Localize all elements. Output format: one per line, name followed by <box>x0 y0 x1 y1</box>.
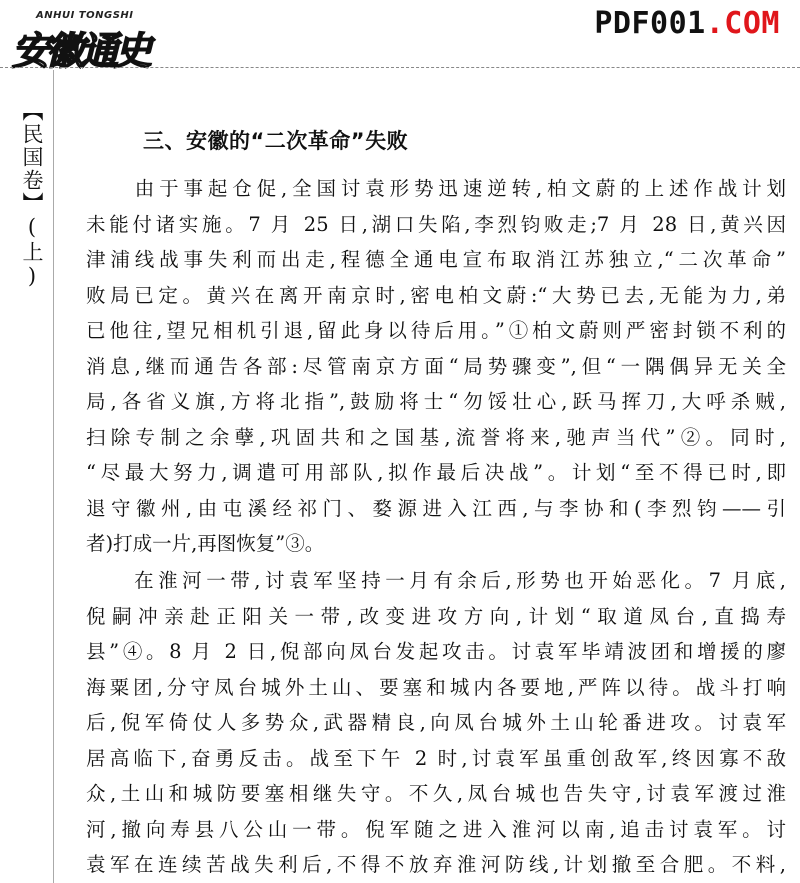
text-line: 海粟团,分守凤台城外土山、要塞和城内各要地,严阵以待。战斗打响 <box>86 675 786 699</box>
volume-tab: 【民国卷】(上) <box>20 100 44 290</box>
watermark-domain: .COM <box>705 6 780 41</box>
text-line: 局,各省义旗,方将北指”,鼓励将士“勿馁壮心,跃马挥刀,大呼杀贼, <box>86 390 786 413</box>
text-line: 在淮河一带,讨袁军坚持一月有余后,形势也开始恶化。7 月底, <box>86 569 786 592</box>
text-line: 由于事起仓促,全国讨袁形势迅速逆转,柏文蔚的上述作战计划 <box>86 177 786 200</box>
text-line: 津浦线战事失利而出走,程德全通电宣布取消江苏独立,“二次革命” <box>86 248 786 271</box>
text-line: 县”④。8 月 2 日,倪部向凤台发起攻击。讨袁军毕靖波团和增援的廖 <box>86 640 786 663</box>
book-logo <box>8 6 149 73</box>
text-line: 退守徽州,由屯溪经祁门、婺源进入江西,与李协和(李烈钧——引 <box>86 496 786 520</box>
paragraph-1 <box>86 171 786 562</box>
text-line: 者)打成一片,再图恢复”③。 <box>86 532 325 555</box>
paragraph-2 <box>86 563 786 883</box>
text-line: 未能付诸实施。7 月 25 日,湖口失陷,李烈钧败走;7 月 28 日,黄兴因 <box>86 212 786 236</box>
text-line: 扫除专制之余孽,巩固共和之国基,流誉将来,驰声当代”②。同时, <box>86 425 786 449</box>
watermark-text: PDF001 <box>594 6 706 41</box>
text-line: 后,倪军倚仗人多势众,武器精良,向凤台城外土山轮番进攻。讨袁军 <box>86 711 786 734</box>
text-line: 已他往,望兄相机引退,留此身以待后用。”①柏文蔚则严密封锁不利的 <box>86 319 786 342</box>
text-line: 倪嗣冲亲赴正阳关一带,改变进攻方向,计划“取道凤台,直捣寿 <box>86 604 786 628</box>
header-divider <box>0 67 800 68</box>
text-line: 败局已定。黄兴在离开南京时,密电柏文蔚:“大势已去,无能为力,弟 <box>86 283 786 307</box>
logo-title: 安徽通史 <box>12 28 149 73</box>
text-line: 居高临下,奋勇反击。战至下午 2 时,讨袁军虽重创敌军,终因寡不敌 <box>86 746 786 770</box>
watermark <box>594 6 780 41</box>
margin-rule <box>53 70 54 883</box>
logo-subtitle: ANHUI TONGSHI <box>36 10 134 21</box>
text-line: “尽最大努力,调遣可用部队,拟作最后决战”。计划“至不得已时,即 <box>86 461 786 484</box>
text-line: 消息,继而通告各部:尽管南京方面“局势骤变”,但“一隅偶异无关全 <box>86 354 786 378</box>
text-line: 河,撤向寿县八公山一带。倪军随之进入淮河以南,追击讨袁军。讨 <box>86 817 786 841</box>
text-line: 众,土山和城防要塞相继失守。不久,凤台城也告失守,讨袁军渡过淮 <box>86 782 786 805</box>
section-heading: 三、安徽的“二次革命”失败 <box>143 129 409 153</box>
text-line: 袁军在连续苦战失利后,不得不放弃淮河防线,计划撤至合肥。不料, <box>86 853 786 876</box>
